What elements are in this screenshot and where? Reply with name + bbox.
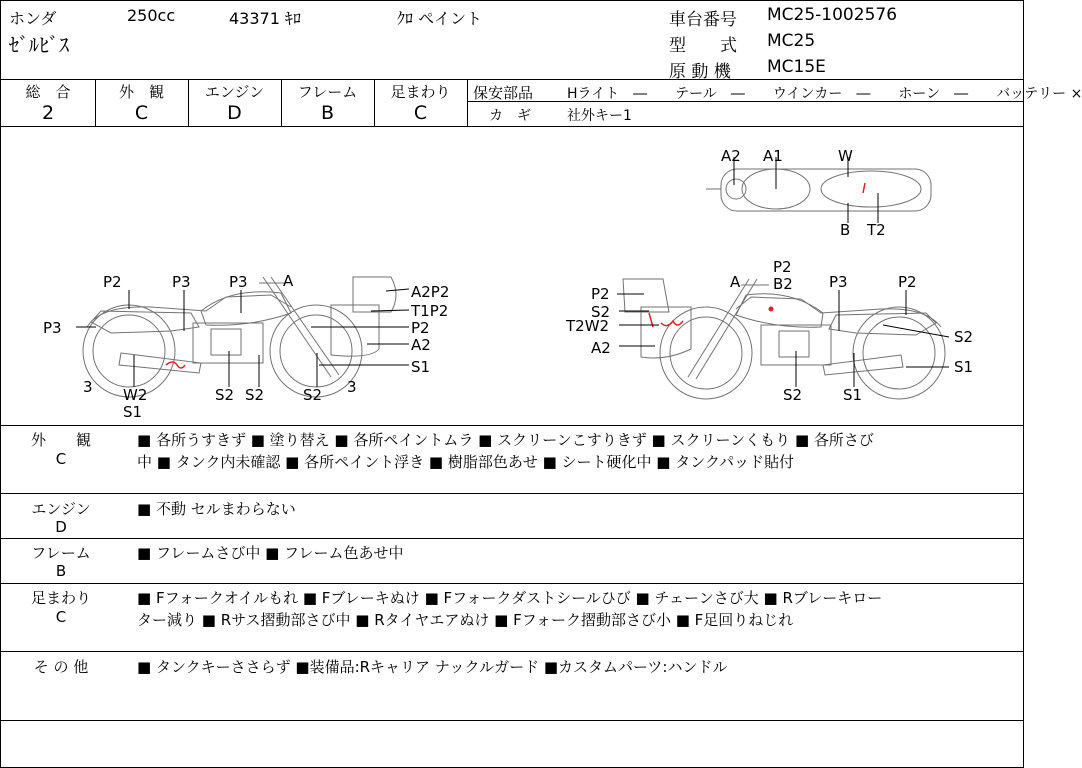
section-text-engine-1: ■ 不動 セルまわらない [137, 500, 296, 518]
diagram-label: P3 [229, 273, 248, 291]
diagram-label: T2W2 [566, 317, 610, 335]
frame-no-label: 車台番号 [669, 10, 737, 30]
model-code: MC25 [767, 31, 816, 51]
front-wheel-right [660, 307, 752, 399]
section-text-suspension-2: ター減り ■ Rサス摺動部さび中 ■ Rタイヤエアぬけ ■ Fフォーク摺動部さび小 ■ F足回りねじれ [137, 611, 794, 629]
section-grade-suspension: C [55, 608, 67, 626]
section-label-engine: エンジン [31, 500, 91, 518]
diagram-label: P2 [591, 285, 610, 303]
section-label-exterior: 外 観 [30, 431, 91, 449]
damage-mark [863, 183, 865, 193]
damage-mark [166, 362, 185, 368]
section-text-other-1: ■ タンクキーささらず ■装備品:Rキャリア ナックルガード ■カスタムパーツ:ハンドル [137, 658, 728, 676]
diagram-label: P3 [43, 319, 62, 337]
diagram-label: S1 [123, 403, 143, 421]
diagram-label: W [838, 147, 853, 165]
grade-value-suspension: C [413, 102, 428, 124]
grade-value-exterior: C [134, 102, 149, 124]
divider [1, 720, 1023, 721]
diagram-label: S2 [303, 386, 323, 404]
diagram-label: S2 [591, 303, 611, 321]
key-value: 社外キー1 [567, 108, 632, 124]
diagram-label: P3 [829, 273, 848, 291]
diagram-label: S2 [783, 386, 803, 404]
diagram-label: A [730, 273, 741, 291]
grade-value-frame: B [320, 102, 335, 124]
section-text-exterior-1: ■ 各所うすきず ■ 塗り替え ■ 各所ペイントムラ ■ スクリーンこすりきず ■ スクリーンくもり ■ 各所さび [137, 431, 874, 449]
section-grade-exterior: C [55, 450, 67, 468]
section-label-frame: フレーム [31, 544, 91, 562]
diagram-label: P3 [172, 273, 191, 291]
top-view-bike [721, 169, 931, 211]
section-text-frame-1: ■ フレームさび中 ■ フレーム色あせ中 [137, 544, 404, 562]
diagram-label: S2 [954, 328, 974, 346]
divider [1, 583, 1023, 584]
divider [1, 538, 1023, 539]
safety-items: Hライト ― テール ― ウインカー ― ホーン ― バッテリー × [567, 86, 1082, 102]
diagram-label: S1 [954, 358, 974, 376]
maker: ホンダ [9, 9, 57, 28]
mileage: 43371 ｷﾛ [229, 9, 301, 28]
model-name: ｾﾞﾙﾋﾞｽ [9, 33, 69, 57]
section-grade-engine: D [55, 518, 67, 536]
diagram-label: S2 [215, 386, 235, 404]
model-label: 型 式 [669, 36, 737, 56]
grade-label-exterior: 外 観 [118, 83, 164, 101]
diagram-label: B [840, 221, 851, 239]
diagram-label: A1 [763, 147, 783, 165]
frame-no: MC25-1002576 [767, 5, 898, 25]
grade-value-engine: D [227, 102, 242, 124]
diagram-label: A2P2 [411, 283, 450, 301]
grade-value-overall: 2 [41, 102, 55, 124]
diagram-label: S1 [411, 358, 431, 376]
safety-label: 保安部品 [473, 84, 534, 102]
damage-diagram [1, 127, 1023, 425]
section-text-suspension-1: ■ Fフォークオイルもれ ■ Fブレーキぬけ ■ Fフォークダストシールひび ■ チェーンさび大 ■ Rブレーキロー [137, 589, 883, 607]
section-label-suspension: 足まわり [30, 589, 91, 607]
diagram-label: P2 [773, 258, 792, 276]
grade-label-engine: エンジン [204, 83, 265, 101]
color: ｸﾛ ペイント [397, 9, 483, 28]
key-label: カ ギ [489, 108, 531, 124]
diagram-label: 3 [83, 378, 93, 396]
rear-wheel-right [853, 307, 945, 399]
section-label-other: そ の 他 [33, 658, 89, 676]
diagram-label: P2 [411, 319, 430, 337]
divider [1, 651, 1023, 652]
diagram-label: 3 [347, 378, 357, 396]
rear-wheel-left [83, 305, 175, 397]
displacement: 250cc [127, 6, 176, 25]
divider [1, 493, 1023, 494]
diagram-label: S1 [843, 386, 863, 404]
grade-label-suspension: 足まわり [390, 83, 451, 101]
section-grade-frame: B [55, 562, 67, 580]
diagram-label: S2 [245, 386, 265, 404]
diagram-label: P2 [898, 273, 917, 291]
section-text-exterior-2: 中 ■ タンク内未確認 ■ 各所ペイント浮き ■ 樹脂部色あせ ■ シート硬化中 ■ タンクパッド貼付 [137, 453, 795, 471]
engine-label: 原 動 機 [669, 62, 731, 82]
diagram-label: A [283, 272, 294, 290]
divider [1, 425, 1023, 426]
diagram-label: A2 [591, 339, 611, 357]
diagram-label: T1P2 [411, 302, 449, 320]
divider [1, 79, 1023, 80]
grade-label-frame: フレーム [297, 83, 358, 101]
damage-mark [769, 307, 774, 312]
divider [467, 79, 468, 126]
diagram-label: P2 [103, 273, 122, 291]
grade-label-overall: 総 合 [25, 83, 71, 101]
diagram-label: W2 [123, 386, 148, 404]
diagram-label: T2 [867, 221, 886, 239]
diagram-label: A2 [721, 147, 741, 165]
engine-code: MC15E [767, 57, 826, 77]
diagram-label: B2 [773, 275, 793, 293]
diagram-label: A2 [411, 336, 431, 354]
